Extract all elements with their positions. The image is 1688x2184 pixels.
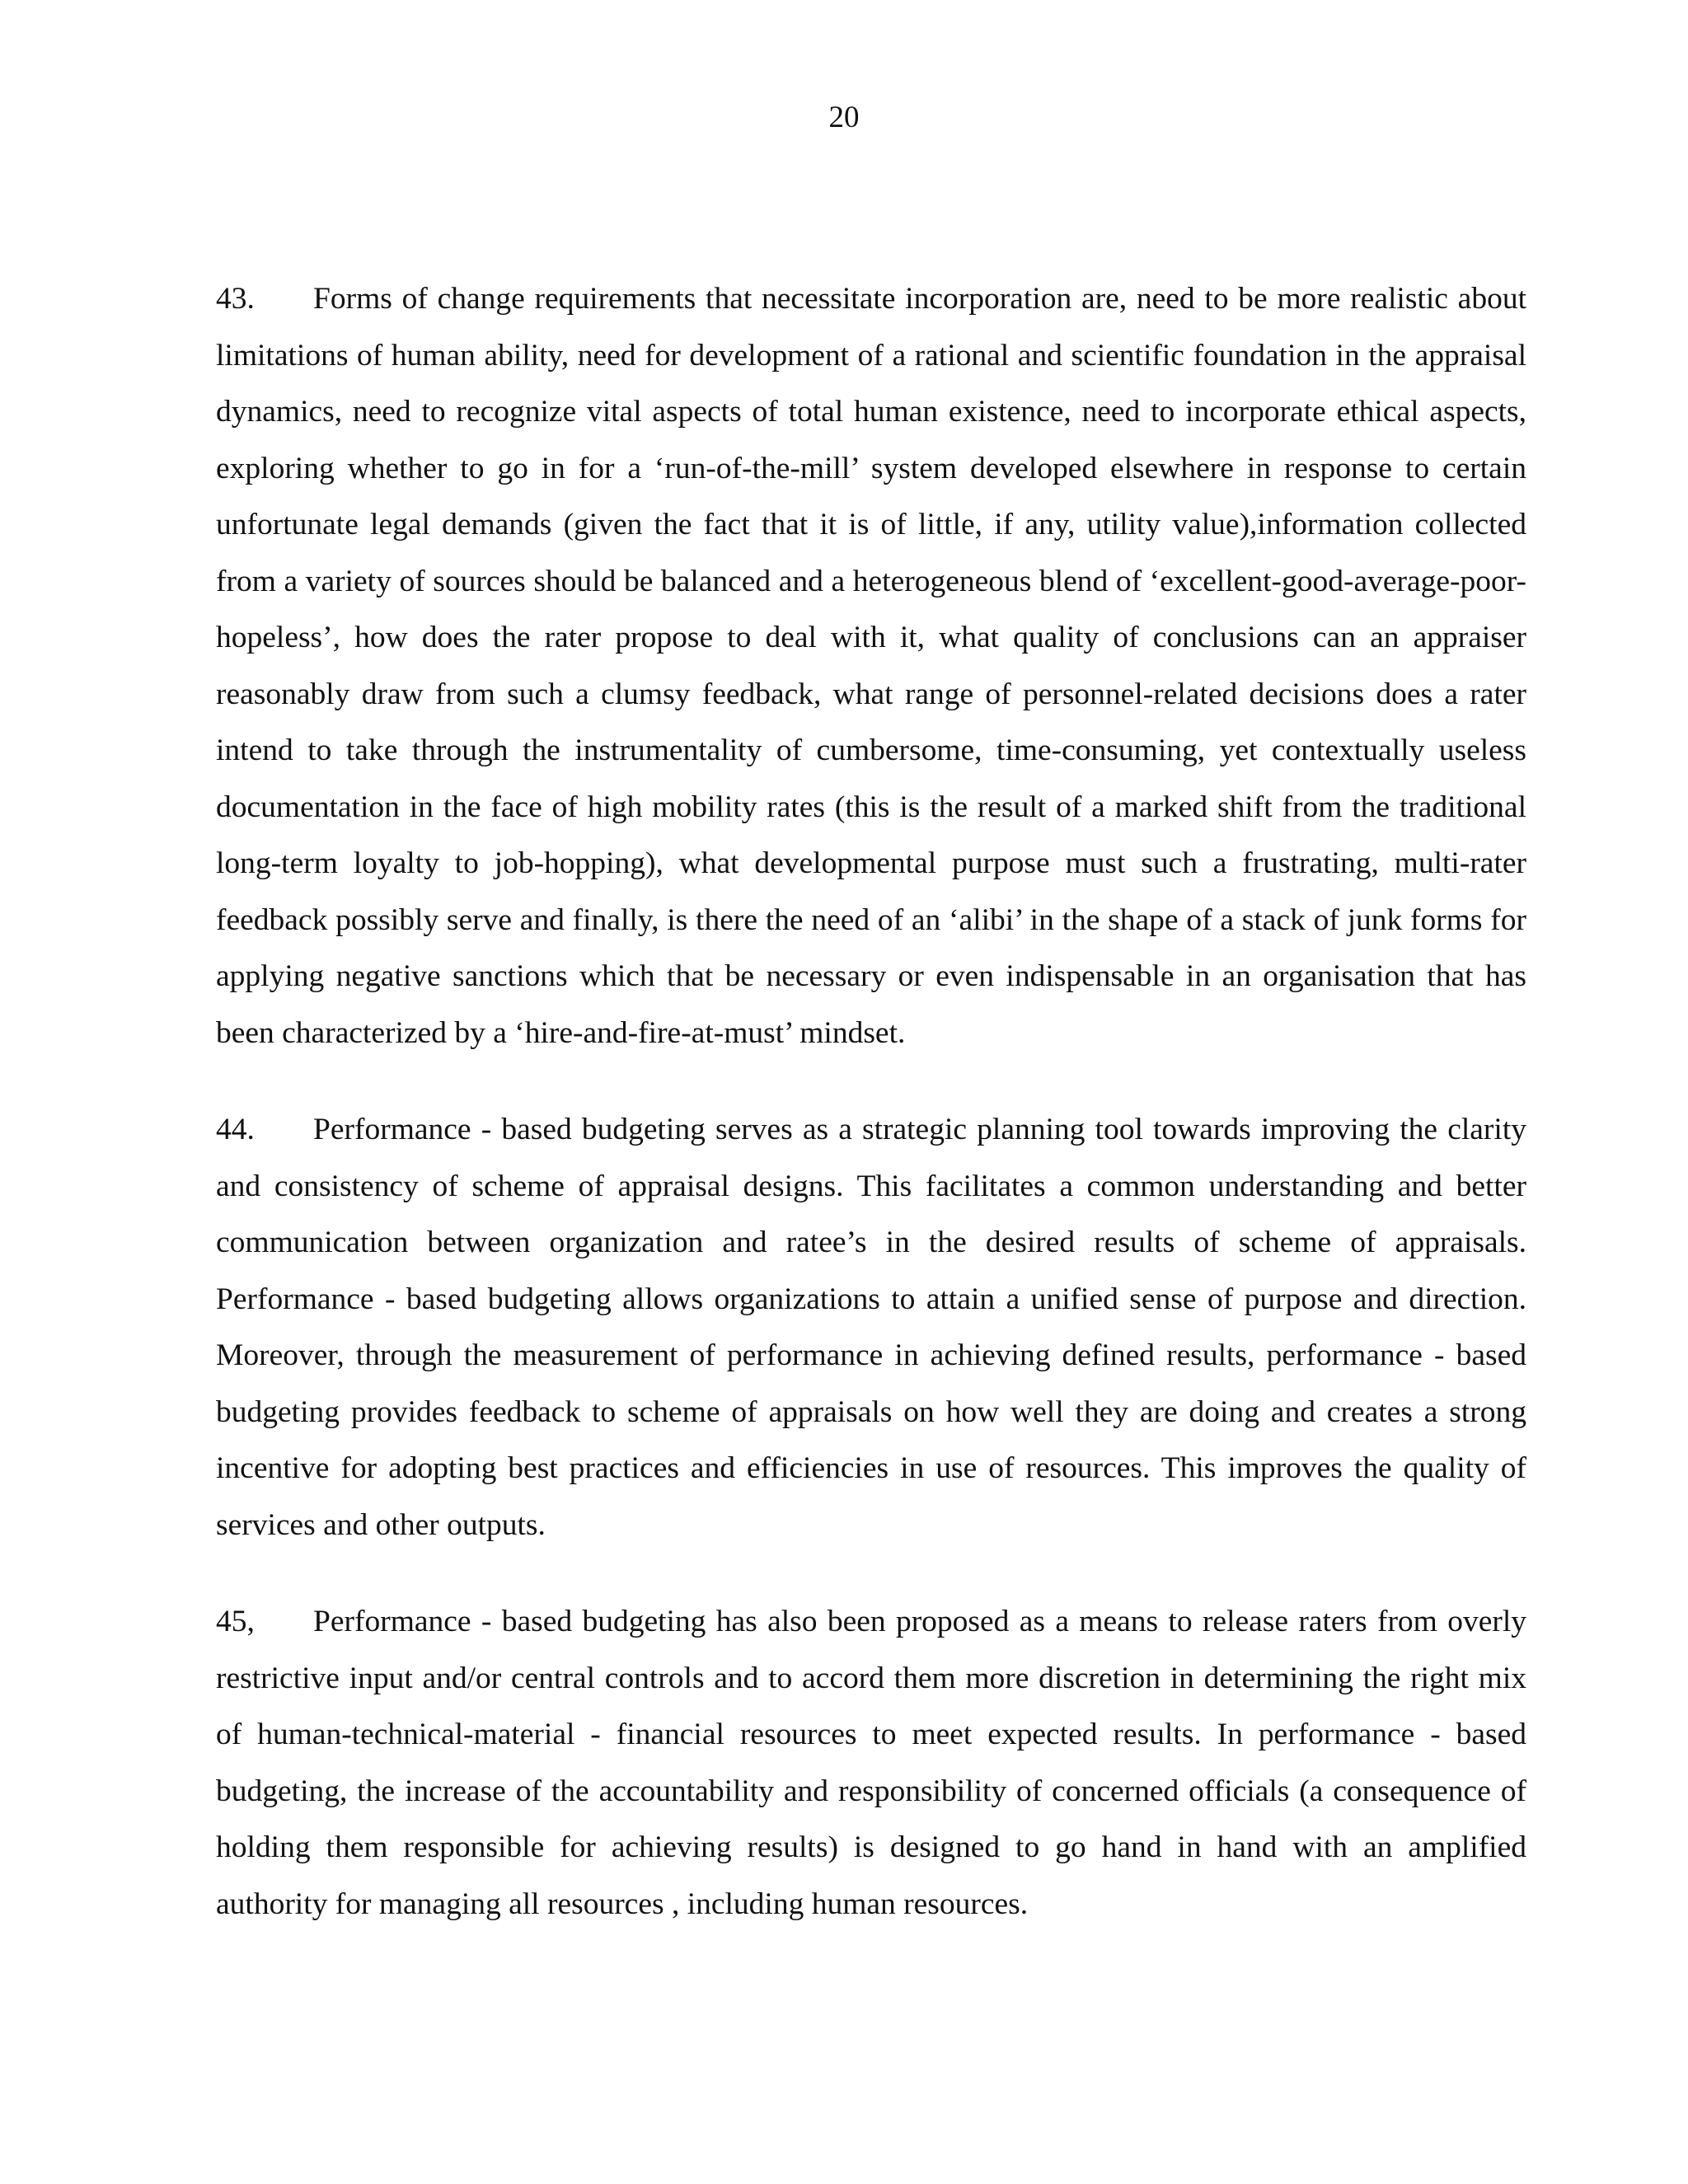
paragraph-44 <box>216 1102 1526 1554</box>
paragraph-text: Forms of change requirements that necessitate incorporation are, need to be more realistic about limitations of human ability, need for development of a rational and scientific foundation in the appraisal dynamics, need to recognize vital aspects of total human existence, need to incorporate ethical aspects, exploring whether to go in for a ‘run-of-the-mill’ system developed elsewhere in response to certain unfortunate legal demands (given the fact that it is of little, if any, utility value),information collected from a variety of sources should be balanced and a heterogeneous blend of ‘excellent-good-average-poor-hopeless’, how does the rater propose to deal with it, what quality of conclusions can an appraiser reasonably draw from such a clumsy feedback, what range of personnel-related decisions does a rater intend to take through the instrumentality of cumbersome, time-consuming, yet contextually useless documentation in the face of high mobility rates (this is the result of a marked shift from the traditional long-term loyalty to job-hopping), what developmental purpose must such a frustrating, multi-rater feedback possibly serve and finally, is there the need of an ‘alibi’ in the shape of a stack of junk forms for applying negative sanctions which that be necessary or even indispensable in an organisation that has been characterized by a ‘hire-and-fire-at-must’ mindset. <box>216 282 1526 1050</box>
paragraph-text: Performance - based budgeting serves as a strategic planning tool towards improving the clarity and consistency of scheme of appraisal designs. This facilitates a common understanding and better communication between organization and ratee’s in the desired results of scheme of appraisals. Performance - based budgeting allows organizations to attain a unified sense of purpose and direction. Moreover, through the measurement of performance in achieving defined results, performance - based budgeting provides feedback to scheme of appraisals on how well they are doing and creates a strong incentive for adopting best practices and efficiencies in use of resources. This improves the quality of services and other outputs. <box>216 1113 1526 1542</box>
paragraph-number: 44. <box>216 1113 255 1146</box>
paragraph-43 <box>216 271 1526 1062</box>
paragraph-number: 43. <box>216 282 255 316</box>
document-body <box>216 271 1526 1973</box>
paragraph-text: Performance - based budgeting has also been proposed as a means to release raters from overly restrictive input and/or central controls and to accord them more discretion in determining the right mix of human-technical-material - financial resources to meet expected results. In performance - based budgeting, the increase of the accountability and responsibility of concerned officials (a consequence of holding them responsible for achieving results) is designed to go hand in hand with an amplified authority for managing all resources , including human resources. <box>216 1605 1526 1921</box>
paragraph-45 <box>216 1594 1526 1933</box>
page-number: 20 <box>828 101 860 134</box>
paragraph-number: 45, <box>216 1605 255 1638</box>
